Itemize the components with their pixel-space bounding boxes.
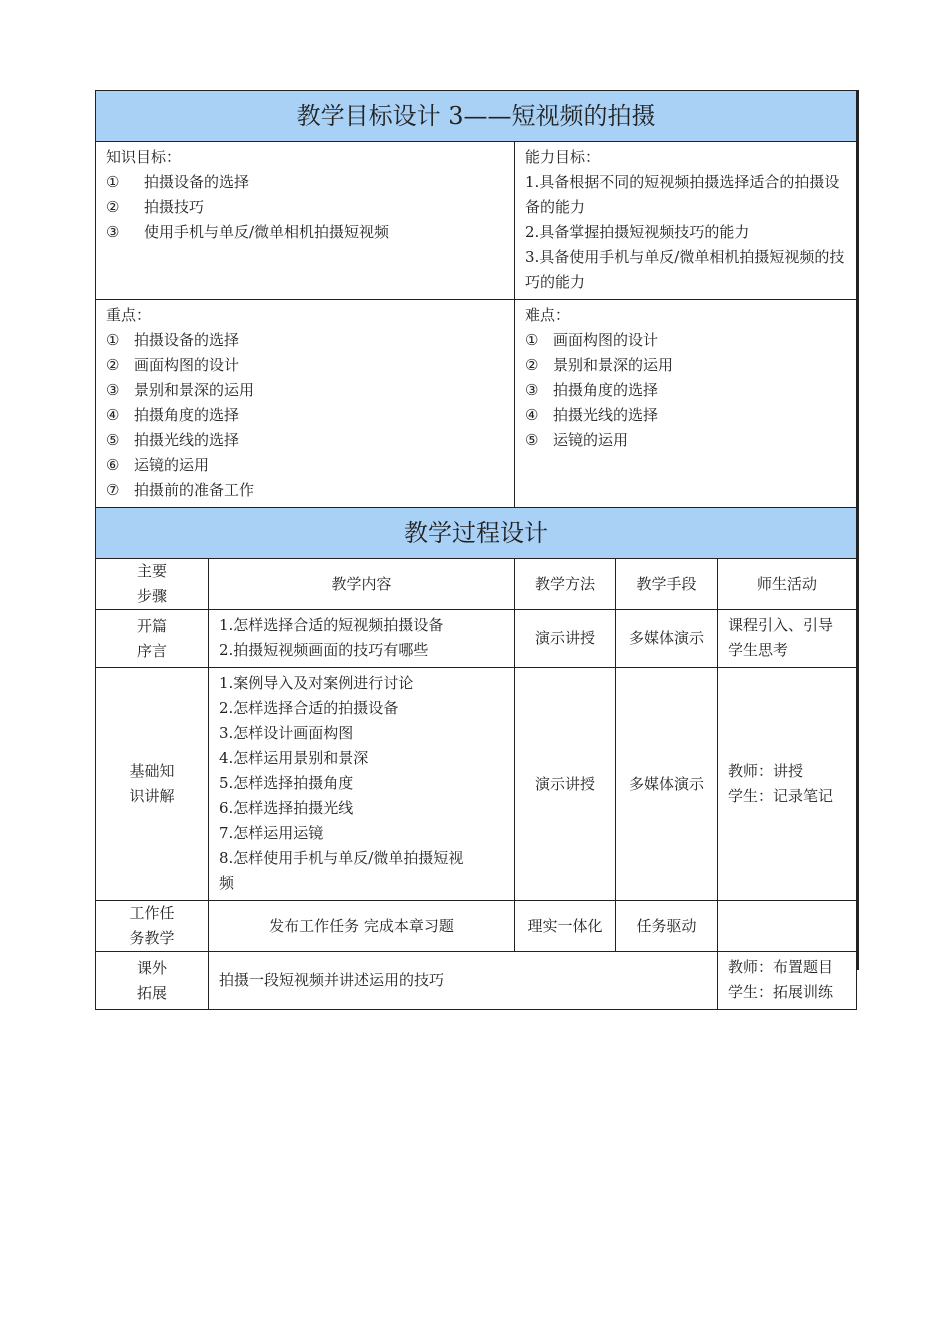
objectives-title: 教学目标设计 3——短视频的拍摄 xyxy=(96,91,857,142)
list-item: ② 画面构图的设计 xyxy=(106,356,240,374)
table-row xyxy=(96,952,857,1010)
list-item: ③ 景别和景深的运用 xyxy=(106,381,255,399)
list-item: ② 景别和景深的运用 xyxy=(525,356,674,374)
means-cell: 多媒体演示 xyxy=(616,668,718,901)
list-item: ④ 拍摄角度的选择 xyxy=(106,406,240,424)
means-cell: 多媒体演示 xyxy=(616,610,718,668)
header-means: 教学手段 xyxy=(616,559,718,610)
content-cell: 发布工作任务 完成本章习题 xyxy=(209,901,515,952)
step-cell: 开篇 序言 xyxy=(96,610,209,668)
header-step: 主要 步骤 xyxy=(96,559,209,610)
list-item: ③ 使用手机与单反/微单相机拍摄短视频 xyxy=(106,223,390,241)
list-item: ① 画面构图的设计 xyxy=(525,331,659,349)
list-item: ⑤ 运镜的运用 xyxy=(525,431,629,449)
list-item: 3.具备使用手机与单反/微单相机拍摄短视频的技巧的能力 xyxy=(525,248,845,291)
difficulties-cell xyxy=(515,300,857,508)
activity-cell: 教师：讲授 学生：记录笔记 xyxy=(718,668,857,901)
header-method: 教学方法 xyxy=(515,559,616,610)
step-cell: 课外 拓展 xyxy=(96,952,209,1010)
lesson-plan-sheet xyxy=(95,90,856,1010)
method-cell: 理实一体化 xyxy=(515,901,616,952)
list-item: ⑤ 拍摄光线的选择 xyxy=(106,431,240,449)
process-title: 教学过程设计 xyxy=(96,508,857,559)
activity-cell xyxy=(718,901,857,952)
table-row xyxy=(96,901,857,952)
table-row xyxy=(96,668,857,901)
table-row xyxy=(96,610,857,668)
activity-cell: 教师：布置题目 学生：拓展训练 xyxy=(718,952,857,1010)
list-item: ① 拍摄设备的选择 xyxy=(106,173,250,191)
method-cell: 演示讲授 xyxy=(515,610,616,668)
table-right-rule xyxy=(857,90,859,970)
key-points-cell xyxy=(96,300,515,508)
list-item: ④ 拍摄光线的选择 xyxy=(525,406,659,424)
activity-cell: 课程引入、引导 学生思考 xyxy=(718,610,857,668)
lesson-plan-table xyxy=(95,90,857,1010)
step-cell: 基础知 识讲解 xyxy=(96,668,209,901)
list-item: ⑦ 拍摄前的准备工作 xyxy=(106,481,255,499)
key-points-heading: 重点： xyxy=(106,306,152,324)
content-cell: 1.怎样选择合适的短视频拍摄设备 2.拍摄短视频画面的技巧有哪些 xyxy=(209,610,515,668)
list-item: ⑥ 运镜的运用 xyxy=(106,456,210,474)
content-cell: 1.案例导入及对案例进行讨论 2.怎样选择合适的拍摄设备 3.怎样设计画面构图 4.怎样运用景别和景深 5.怎样选择拍摄角度 6.怎样选择拍摄光线 7.怎样运用运镜 8.怎样使用手机与单反/微单拍摄短视 频 xyxy=(209,668,515,901)
header-content: 教学内容 xyxy=(209,559,515,610)
difficulties-heading: 难点： xyxy=(525,306,571,324)
list-item: ③ 拍摄角度的选择 xyxy=(525,381,659,399)
knowledge-heading: 知识目标： xyxy=(106,148,182,166)
ability-heading: 能力目标： xyxy=(525,148,601,166)
means-cell: 任务驱动 xyxy=(616,901,718,952)
ability-objectives-cell xyxy=(515,142,857,300)
step-cell: 工作任 务教学 xyxy=(96,901,209,952)
knowledge-objectives-cell xyxy=(96,142,515,300)
content-cell: 拍摄一段短视频并讲述运用的技巧 xyxy=(209,952,718,1010)
list-item: 1.具备根据不同的短视频拍摄选择适合的拍摄设备的能力 xyxy=(525,173,840,216)
list-item: ① 拍摄设备的选择 xyxy=(106,331,240,349)
header-activity: 师生活动 xyxy=(718,559,857,610)
list-item: 2.具备掌握拍摄短视频技巧的能力 xyxy=(525,223,750,241)
list-item: ② 拍摄技巧 xyxy=(106,198,205,216)
method-cell: 演示讲授 xyxy=(515,668,616,901)
